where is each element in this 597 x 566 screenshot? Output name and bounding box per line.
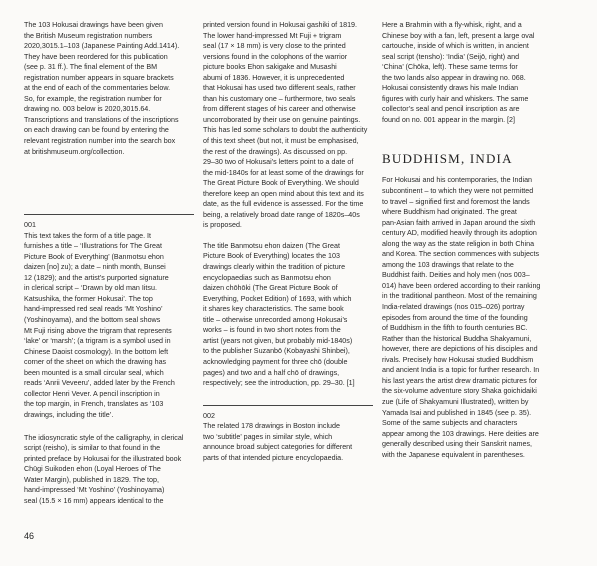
entry-002-paragraph-2: Here a Brahmin with a fly-whisk, right, and a Chinese boy with a fan, left, present a large oval cartouche, inside of which is written, in ancient seal script (tensho): ‘India’ (Seijō, right) and ‘China’ (Chōka, left). These same terms for the two lands also appear in drawing no. 068. Hokusai consistently draws his male Indian figures with curly hair and whiskers. The same collector’s seal and pencil inscription as are found on no. 001 appear in the margin. [2]	[382, 21, 535, 124]
entry-divider	[203, 405, 373, 406]
entry-001-paragraph-2: The idiosyncratic style of the calligraphy, in clerical script (reisho), is similar to that found in the printed preface by Hokusai for the illustrated book Chūgi Suikoden ehon (Loyal Heroes of The Water Margin), published in 1829. The top, hand-impressed ‘Mt Yoshino’ (Yoshinoyama) seal (15.5 × 16 mm) appears identical to the	[24, 433, 184, 505]
column-3	[382, 20, 552, 460]
entry-number: 001	[24, 221, 36, 230]
column-1	[24, 20, 194, 506]
intro-paragraph: The 103 Hokusai drawings have been given the British Museum registration numbers 2020,3015.1–103 (Japanese Painting Add.1414). They have been reordered for this publication (see p. 31 ff.). The final element of the BM registration number appears in square brackets at the end of each of the commentaries below. So, for example, the registration number for drawing no. 003 below is 2020,3015.64. Transcriptions and translations of the inscriptions on each drawing can be found by entering the relevant registration number into the search box at britishmuseum.org/collection.	[24, 21, 180, 156]
section-heading: BUDDHISM, INDIA	[382, 151, 513, 167]
entry-001-paragraph-4: The title Banmotsu ehon daizen (The Great Picture Book of Everything) locates the 103 drawings clearly within the tradition of picture encyclopaedias such as Banmotsu ehon daizen chōhōki (The Great Picture Book of Everything, Pocket Edition) of 1693, with which it shares key characteristics. The same book title – otherwise unrecorded among Hokusai’s works – is found in two short notes from the artist (years not given, but probably mid-1840s) to the publisher Suzanbō (Kobayashi Shinbei), acknowledging payment for three chō (double pages) and two and a half chō of drawings, respectively; see the introduction, pp. 29–30. [1]	[203, 241, 355, 388]
entry-divider	[24, 214, 194, 215]
entry-001-paragraph-3: printed version found in Hokusai gashiki of 1819. The lower hand-impressed Mt Fuji + trigram seal (17 × 18 mm) is very close to the printed versions found in the colophons of the warrior picture books Ehon sakigake and Musashi abumi of 1836. However, it is unprecedented that Hokusai has used two different seals, rather than his customary one – furthermore, two seals from different stages of his career and otherwise uncorroborated by their use on genuine paintings. This has led some scholars to doubt the authenticity of this text sheet (but not, it must be emphasised, the rest of the drawings). As discussed on pp. 29–30 two of Hokusai’s letters point to a date of the mid-1840s for at least some of the drawings for The Great Picture Book of Everything. We should therefore keep an open mind about this text and its date, as the full evidence is assessed. For the time being, a relatively broad date range of 1820s–40s is proposed.	[203, 21, 368, 230]
entry-number: 002	[203, 411, 215, 420]
column-2	[203, 20, 373, 463]
entry-002-paragraph-1: The related 178 drawings in Boston include two ‘subtitle’ pages in similar style, which announce broad subject categories for different parts of that intended picture encyclopaedia.	[203, 422, 353, 462]
entry-001-paragraph-1: This text takes the form of a title page. It furnishes a title – ‘Illustrations for The Great Picture Book of Everything’ (Banmotsu ehon daizen [no] zu); a date – ninth month, Bunsei 12 (1829); and the artist’s purported signature in clerical script – ‘Drawn by old man Iitsu. Katsushika, the former Hokusai’. The top hand-impressed red seal reads ‘Mt Yoshino’ (Yoshinoyama), and the bottom seal shows Mt Fuji rising above the trigram that represents ‘lake’ or ‘marsh’; (a trigram is a symbol used in Chinese Daoist cosmology). In the bottom left corner of the sheet on which the drawing has been mounted is a small circular seal, which reads ‘Anrii Veveeru’, added later by the French collector Henri Vever. A pencil inscription in the top margin, in French, translates as ‘103 drawings, including the title’.	[24, 231, 175, 419]
page-number: 46	[24, 531, 35, 541]
section-intro-paragraph: For Hokusai and his contemporaries, the Indian subcontinent – to which they were not permitted to travel – signified first and foremost the lands where Buddhism had originated. The great pan-Asian faith arrived in Japan around the sixth century AD, modified heavily through its adoption along the way as the state religion in both China and Korea. The section commences with subjects among the 103 drawings that relate to the Buddhist faith. Deities and holy men (nos 003– 014) have been ordered according to their ranking in the traditional pantheon. Most of the remaining India-related drawings (nos 015–026) portray episodes from around the time of the founding of Buddhism in the fifth to fourth centuries BC. Rather than the historical Buddha Shakyamuni, however, there are depictions of his disciples and rivals. Precisely how Hokusai studied Buddhism and ancient India is a topic for further research. In his last years the artist drew dramatic pictures for the six-volume adventure story Shaka goichidaiki zue (Life of Shakyamuni Illustrated), written by Yamada Isai and published in 1845 (see p. 35). Some of the same subjects and characters appear among the 103 drawings. Here deities are generally described using their Sanskrit names, with the Japanese equivalent in parentheses.	[382, 176, 541, 459]
